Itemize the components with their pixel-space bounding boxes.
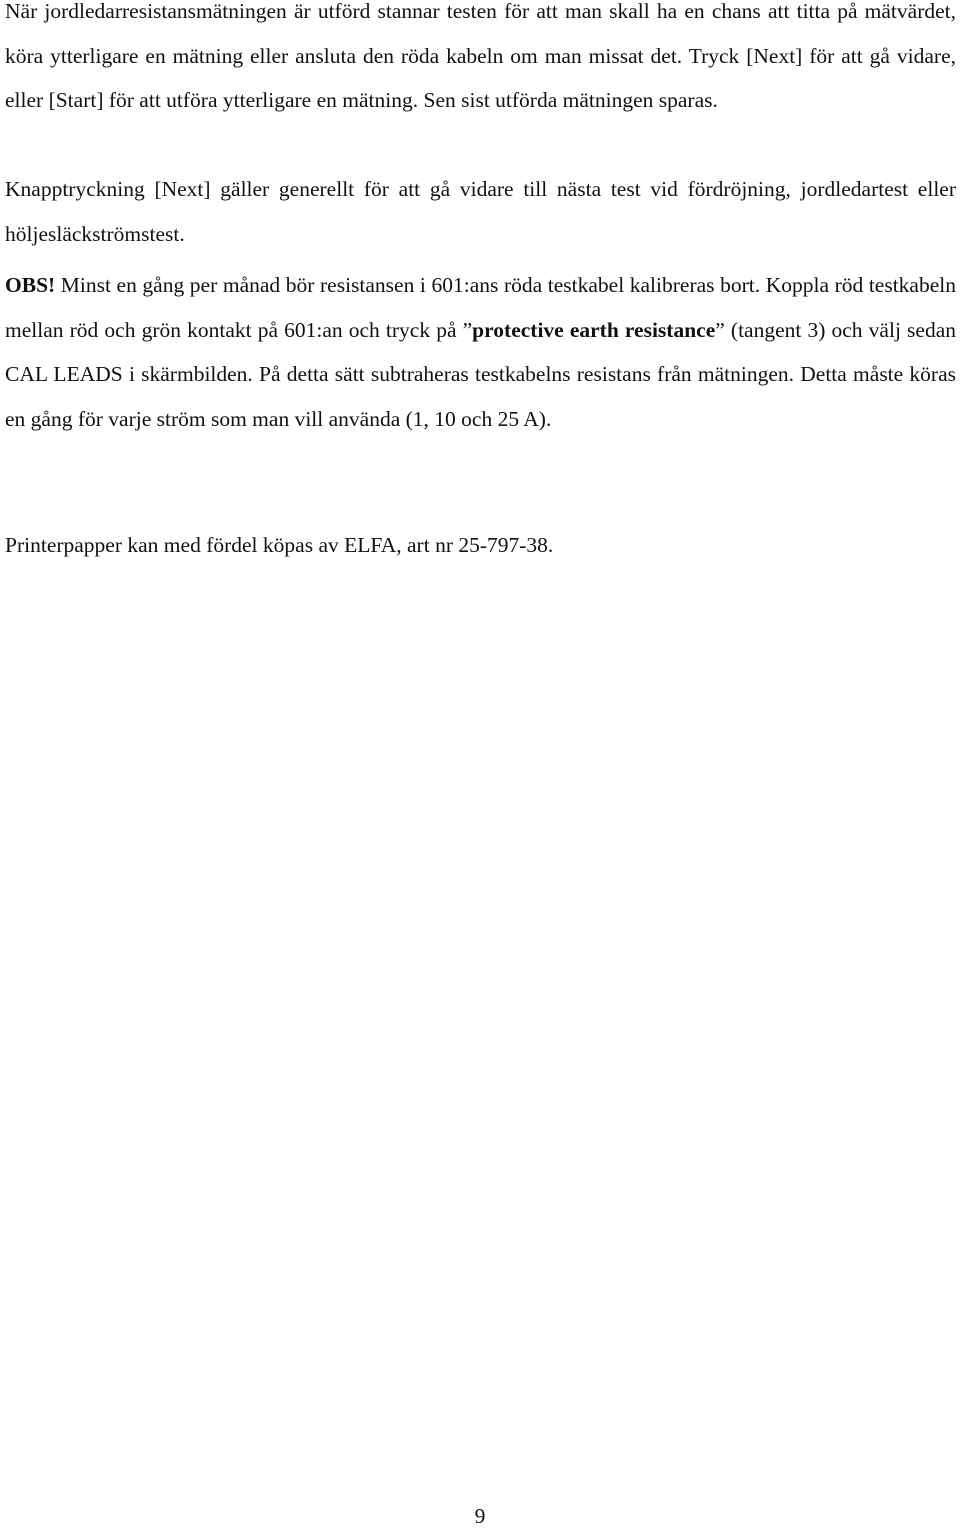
paragraph-calibration-note: [5, 263, 956, 441]
obs-label: OBS!: [5, 273, 56, 297]
protective-earth-resistance-label: protective earth resistance: [472, 317, 716, 342]
paragraph-printer-paper: Printerpapper kan med fördel köpas av ELFA, art nr 25-797-38.: [5, 533, 554, 557]
paragraph-measurement-stop: När jordledarresistansmätningen är utförd stannar testen för att man skall ha en chans att titta på mätvärdet, köra ytterligare en mätning eller ansluta den röda kabeln om man missat det. Tryck [Next] för att gå vidare, eller [Start] för att utföra ytterligare en mätning. Sen sist utförda mätningen sparas.: [5, 0, 956, 113]
calibration-text-after: ” (tangent 3) och välj sedan CAL LEADS i skärmbilden. På detta sätt subtraheras testkabelns resistans från mätningen. Detta måste köras en gång för varje ström som man vill använda (1, 10 och 25 A).: [5, 317, 956, 431]
calibration-text-before: Minst en gång per månad bör resistansen i 601:ans röda testkabel kalibreras bort. Koppla röd testkabeln mellan röd och grön kontakt på 601:an och tryck på ”: [5, 273, 956, 342]
page-number: 9: [474, 1504, 486, 1528]
paragraph-next-button: Knapptryckning [Next] gäller generellt för att gå vidare till nästa test vid fördröjning, jordledartest eller höljesläckströmstest.: [5, 177, 956, 246]
